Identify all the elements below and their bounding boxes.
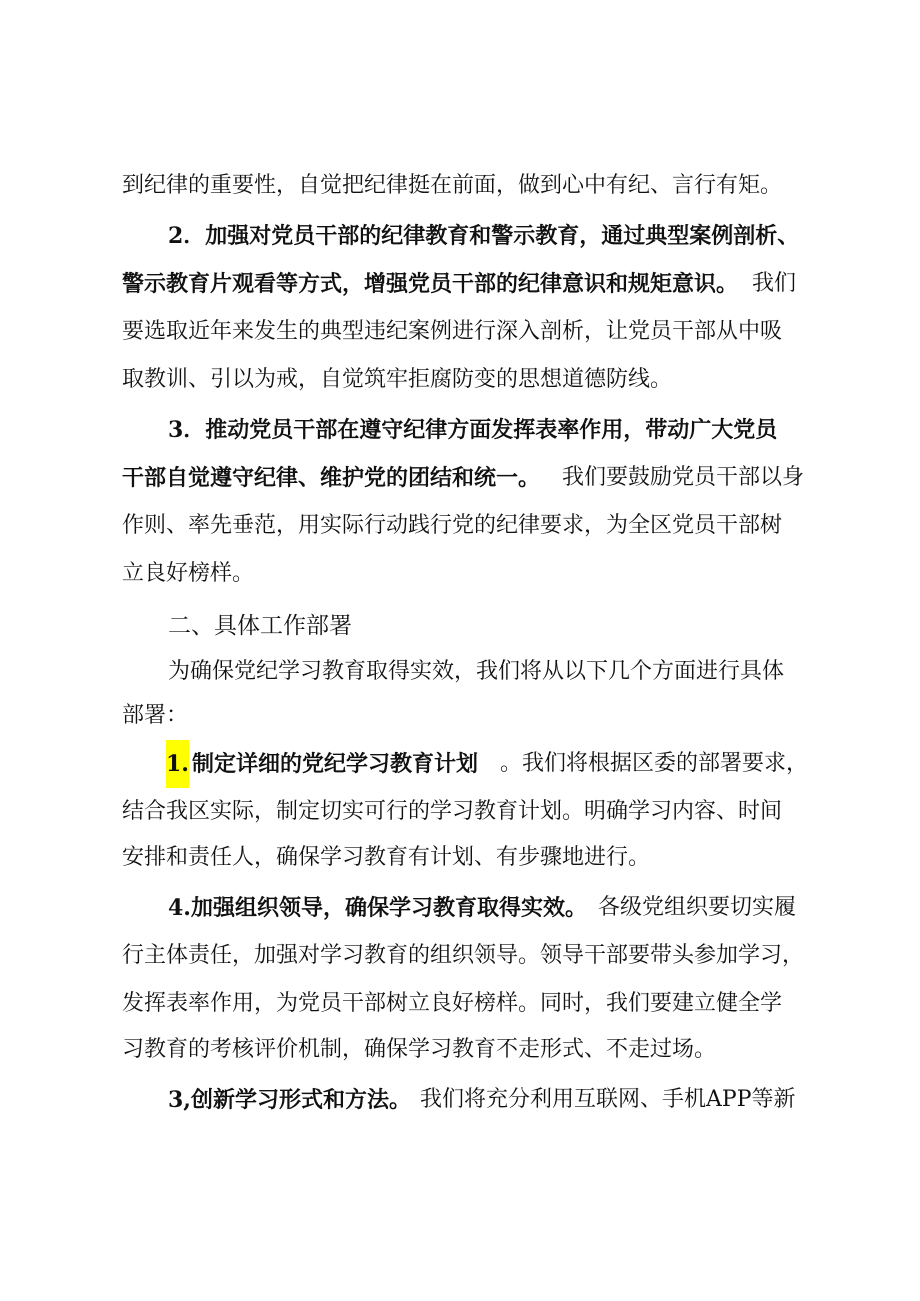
bold-lead: 警示教育片观看等方式，增强党员干部的纪律意识和规矩意识。 <box>122 271 739 297</box>
text-line <box>0 1026 920 1074</box>
text-line <box>0 602 920 650</box>
paragraph-text: 发挥表率作用，为党员干部树立良好榜样。同时，我们要建立健全学 <box>122 991 783 1016</box>
paragraph-text: 为确保党纪学习教育取得实效，我们将从以下几个方面进行具体 <box>168 659 785 684</box>
section-heading: 二、具体工作部署 <box>168 613 352 639</box>
paragraph-text: 立良好榜样。 <box>122 561 255 586</box>
text-line <box>0 454 920 502</box>
bold-lead: 制定详细的党纪学习教育计划 <box>192 751 479 777</box>
text-line <box>0 550 920 598</box>
text-line <box>0 406 920 454</box>
text-line <box>0 980 920 1028</box>
text-line <box>0 834 920 882</box>
text-line <box>0 308 920 356</box>
paragraph-text: 安排和责任人，确保学习教育有计划、有步骤地进行。 <box>122 845 651 870</box>
bold-lead: 3．推动党员干部在遵守纪律方面发挥表率作用，带动广大党员 <box>168 417 778 443</box>
text-line <box>0 162 920 210</box>
text-line <box>0 648 920 696</box>
paragraph-text: 我们 <box>752 271 797 296</box>
bold-lead: 3,创新学习形式和方法。 <box>168 1087 411 1113</box>
highlighted-number: 1. <box>166 740 189 788</box>
text-line <box>0 260 920 308</box>
bold-lead: 干部自觉遵守纪律、维护党的团结和统一。 <box>122 465 541 491</box>
paragraph-text: 到纪律的重要性，自觉把纪律挺在前面，做到心中有纪、言行有矩。 <box>122 173 783 198</box>
paragraph-text: 取教训、引以为戒，自觉筑牢拒腐防变的思想道德防线。 <box>122 367 673 392</box>
bold-lead: 2．加强对党员干部的纪律教育和警示教育，通过典型案例剖析、 <box>168 223 800 249</box>
text-line <box>0 884 920 932</box>
text-line <box>0 692 920 740</box>
bold-lead: 4.加强组织领导，确保学习教育取得实效。 <box>168 895 587 921</box>
paragraph-text: 我们要鼓励党员干部以身 <box>562 465 805 490</box>
paragraph-text: 结合我区实际，制定切实可行的学习教育计划。明确学习内容、时间 <box>122 799 783 824</box>
paragraph-text: 我们将充分利用互联网、手机APP等新 <box>420 1087 796 1112</box>
paragraph-text: 要选取近年来发生的典型违纪案例进行深入剖析，让党员干部从中吸 <box>122 319 783 344</box>
text-line <box>0 740 920 788</box>
text-line <box>0 356 920 404</box>
paragraph-text: 行主体责任，加强对学习教育的组织领导。领导干部要带头参加学习， <box>122 943 805 968</box>
paragraph-text: 作则、率先垂范，用实际行动践行党的纪律要求，为全区党员干部树 <box>122 513 783 538</box>
text-line <box>0 502 920 550</box>
paragraph-text: 。我们将根据区委的部署要求， <box>500 751 809 776</box>
text-line <box>0 932 920 980</box>
text-line <box>0 788 920 836</box>
paragraph-text: 习教育的考核评价机制，确保学习教育不走形式、不走过场。 <box>122 1037 717 1062</box>
text-line <box>0 1076 920 1124</box>
paragraph-text: 部署： <box>122 703 189 728</box>
text-line <box>0 212 920 260</box>
paragraph-text: 各级党组织要切实履 <box>598 895 797 920</box>
